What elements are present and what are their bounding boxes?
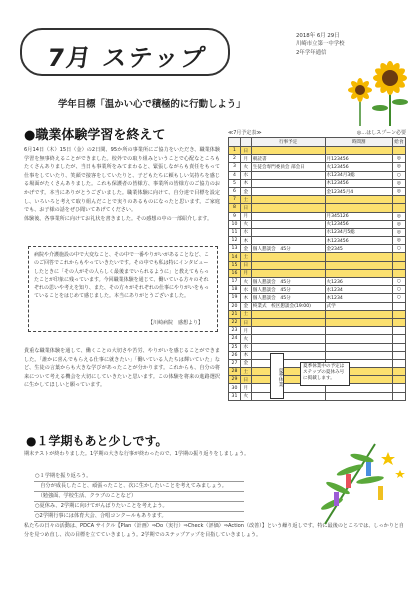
event-cell [251,171,325,179]
day-cell: 20 [229,302,241,310]
schedule-row [229,351,406,359]
timetable-cell [325,196,392,204]
timetable-cell: 月123456 [325,155,392,163]
day-cell: 26 [229,351,241,359]
timetable-cell: 水1234月5総 [325,228,392,236]
schedule-row [229,196,406,204]
day-cell: 11 [229,228,241,236]
weekday-cell: 土 [240,196,251,204]
goal-line: ○夏休み、2学期に向けてがんばりたいことを考えよう。 [34,502,244,512]
event-cell [251,335,325,343]
event-cell [251,392,325,400]
event-cell: 個人懇談会 45分 [251,278,325,286]
sunflower-illustration [340,56,420,126]
schedule-row [229,335,406,343]
timetable-cell: 木123456 [325,237,392,245]
newsletter-title: 7月 ステップ [45,44,209,72]
weekday-cell: 木 [240,351,251,359]
day-cell: 24 [229,335,241,343]
sunflower-small [348,78,372,126]
header-info [296,32,345,57]
goal-line: （勉強面、学校生活、クラブのことなど） [34,492,244,502]
schedule-row [229,261,406,269]
event-cell [251,269,325,277]
column-header: 行事予定 [251,138,325,147]
timetable-cell: 金12345月4 [325,187,392,195]
lunch-cell [392,368,405,376]
event-cell: 個人懇談会 45分 [251,245,325,253]
day-cell: 2 [229,155,241,163]
schedule-row [229,212,406,220]
weekday-cell: 日 [240,261,251,269]
weekday-cell: 火 [240,335,251,343]
timetable-cell: 木123456 [325,179,392,187]
weekday-cell: 水 [240,343,251,351]
lunch-cell [392,269,405,277]
timetable-cell [325,310,392,318]
day-cell: 4 [229,171,241,179]
lunch-cell [392,392,405,400]
weekday-cell: 月 [240,155,251,163]
day-cell: 14 [229,253,241,261]
lunch-cell: ◎ [392,220,405,228]
day-cell: 27 [229,359,241,367]
timetable-cell: 金2345 [325,245,392,253]
event-cell [251,147,325,155]
weekday-cell: 日 [240,376,251,384]
lunch-cell: ◎ [392,237,405,245]
schedule-row [229,302,406,310]
timetable-cell [325,392,392,400]
term-end-intro: 期末テストが終わりました。1学期の大きな行事が終わったので、1学期の振り返りをしましょう。 [24,451,250,457]
event-cell [251,237,325,245]
timetable-cell [325,261,392,269]
day-cell: 3 [229,163,241,171]
day-cell: 9 [229,212,241,220]
work-experience-paragraph: 6月14日（木）15日（金）の2日間、95か所の事業所にご協力をいただき、職業体験学習を無事終えることができました。校外での取り組みということで心配なところもたくさんありましたが、当日も事業所をみてまわると、緊張しながらも責任をもって仕事をしていたり、笑顔で接客をしていたりと、子どもたちに頼もしい気持ちを感じる場面がたくさんありました。これも保護者の皆様方、事業所の皆様方のご協力のおかげです。本当にありがとうございました。職業体験に向けて、自分達で目標を設定し、いろいろと考えて取り組んだことで実りのあるものになったと思います。ご家庭でも、お子様の話をぜひ聞いてあげてください。 [24,147,220,214]
day-cell: 13 [229,245,241,253]
event-cell: 朝読書 [251,155,325,163]
lunch-cell [392,351,405,359]
work-experience-reflection: 貴重な職業体験を通して、働くことの大切さや苦労、やりがいを感じることができました。「誰かに喜んでもらえる仕事に就きたい」「働いている人たちは輝いていた」など、生徒の言葉からも大きな学びがあったことが分かります。これからも、自分の将来について考える機会を大切にしていきたいと思います。この体験を将来の進路選択に生かしてほしいと願っています。 [24,348,220,389]
schedule-row [229,318,406,326]
day-cell: 10 [229,220,241,228]
event-cell: 個人懇談会 45分 [251,294,325,302]
weekday-cell: 月 [240,384,251,392]
day-cell: 28 [229,368,241,376]
goal-line: ○2学期行事には体育大会、合唱コンクールもあります。 [34,512,244,522]
schedule-row [229,204,406,212]
schedule-row [229,237,406,245]
event-cell [251,228,325,236]
day-cell: 6 [229,187,241,195]
weekday-cell: 月 [240,212,251,220]
lunch-cell [392,335,405,343]
event-cell [251,327,325,335]
schedule-note: ◎…はしスプーン必要 [356,130,406,136]
day-cell: 31 [229,392,241,400]
day-cell: 1 [229,147,241,155]
event-cell: 生徒会専門委員会 部会日 [251,163,325,171]
day-cell: 17 [229,278,241,286]
weekday-cell: 火 [240,163,251,171]
schedule-title: ≪7月予定表≫ [228,130,262,136]
timetable-cell [325,335,392,343]
schedule-row [229,253,406,261]
weekday-cell: 月 [240,327,251,335]
sunflower-large [372,61,408,126]
schedule-row [229,286,406,294]
timetable-cell [325,147,392,155]
summer-vacation-note: 夏季休業中の予定はステップの夏休み号に掲載します。 [300,362,350,386]
day-cell: 22 [229,318,241,326]
schedule-row [229,310,406,318]
day-cell: 15 [229,261,241,269]
day-cell: 12 [229,237,241,245]
weekday-cell: 水 [240,286,251,294]
day-cell: 30 [229,384,241,392]
timetable-cell: 月345126 [325,212,392,220]
timetable-cell: 式学 [325,302,392,310]
day-cell: 29 [229,376,241,384]
weekday-cell: 火 [240,278,251,286]
timetable-cell: 火1236 [325,278,392,286]
schedule-row [229,187,406,195]
school-name: 川崎市立第一中学校 [296,41,345,48]
lunch-cell: ◎ [392,155,405,163]
impression-source: 【川崎病院 感想より】 [147,319,203,326]
column-header [229,138,241,147]
lunch-cell: ○ [392,294,405,302]
lunch-cell [392,147,405,155]
event-cell [251,212,325,220]
schedule-header-row [229,138,406,147]
lunch-cell [392,310,405,318]
issue-date: 2018年 6月 29日 [296,33,340,39]
event-cell [251,196,325,204]
lunch-cell: ◎ [392,228,405,236]
weekday-cell: 月 [240,269,251,277]
event-cell [251,310,325,318]
day-cell: 25 [229,343,241,351]
event-cell [251,204,325,212]
schedule-row [229,343,406,351]
column-header [240,138,251,147]
grade-theme: 学年目標「温かい心で積極的に行動しよう」 [58,99,246,110]
lunch-cell: ◎ [392,187,405,195]
day-cell: 5 [229,179,241,187]
lunch-cell [392,384,405,392]
event-cell: 個人懇談会 45分 [251,286,325,294]
weekday-cell: 金 [240,359,251,367]
tanabata-bamboo-illustration [300,440,410,525]
event-cell [251,253,325,261]
schedule-row [229,147,406,155]
lunch-cell: ○ [392,171,405,179]
weekday-cell: 金 [240,245,251,253]
weekday-cell: 水 [240,171,251,179]
weekday-cell: 日 [240,147,251,155]
weekday-cell: 水 [240,228,251,236]
lunch-cell [392,196,405,204]
weekday-cell: 土 [240,310,251,318]
event-cell [251,351,325,359]
schedule-row [229,392,406,400]
day-cell: 7 [229,196,241,204]
lunch-cell: ◎ [392,163,405,171]
class-name: 2年学年通信 [296,49,327,56]
timetable-cell [325,253,392,261]
schedule-row [229,278,406,286]
event-cell [251,261,325,269]
section-heading-term-end: ●１学期もあと少しです。 [26,434,168,448]
weekday-cell: 金 [240,187,251,195]
schedule-header [228,129,406,136]
event-cell: 終業式 校区懇談会(19:00) [251,302,325,310]
lunch-cell [392,261,405,269]
lunch-cell: ○ [392,286,405,294]
section-heading-work-experience: ●職業体験学習を終えて [24,128,166,143]
thank-you-letter-paragraph: 体験後、各事業所に向けてお礼状を書きました。その感想の中の一部紹介します。 [24,215,213,222]
column-header: 時間割 [325,138,392,147]
column-header: 給食 [392,138,405,147]
schedule-row [229,294,406,302]
lunch-cell: ◎ [392,179,405,187]
goal-line: 自分が成長したこと、頑張ったこと、次に生かしたいことを考えてみましょう。 [34,482,244,492]
schedule-row [229,179,406,187]
timetable-cell [325,318,392,326]
schedule-row [229,171,406,179]
lunch-cell [392,253,405,261]
timetable-cell: 火123456 [325,220,392,228]
event-cell [251,343,325,351]
student-impression-box [28,246,218,332]
goal-line: ○１学期を振り返ろう。 [34,472,244,482]
weekday-cell: 木 [240,237,251,245]
schedule-row [229,269,406,277]
day-cell: 8 [229,204,241,212]
day-cell: 16 [229,269,241,277]
weekday-cell: 金 [240,302,251,310]
weekday-cell: 土 [240,253,251,261]
event-cell [251,187,325,195]
lunch-cell: ○ [392,278,405,286]
summer-vacation-label: 夏季休業 [270,353,284,399]
timetable-cell: 木1234 [325,294,392,302]
timetable-cell [325,269,392,277]
weekday-cell: 日 [240,318,251,326]
schedule-row [229,163,406,171]
lunch-cell [392,302,405,310]
schedule-row [229,245,406,253]
timetable-cell [325,327,392,335]
event-cell [251,179,325,187]
timetable-cell [325,204,392,212]
work-experience-intro [24,146,220,223]
event-cell [251,318,325,326]
schedule-row [229,155,406,163]
weekday-cell: 火 [240,220,251,228]
lunch-cell [392,359,405,367]
day-cell: 19 [229,294,241,302]
lunch-cell [392,343,405,351]
lunch-cell [392,318,405,326]
weekday-cell: 土 [240,368,251,376]
weekday-cell: 木 [240,294,251,302]
day-cell: 18 [229,286,241,294]
day-cell: 21 [229,310,241,318]
lunch-cell: ○ [392,245,405,253]
schedule-row [229,327,406,335]
lunch-cell [392,327,405,335]
lunch-cell: ◎ [392,212,405,220]
weekday-cell: 木 [240,179,251,187]
weekday-cell: 火 [240,392,251,400]
timetable-cell: 水1234月3総 [325,171,392,179]
reflection-goal-list [34,472,244,522]
event-cell [251,220,325,228]
lunch-cell [392,376,405,384]
schedule-row [229,220,406,228]
weekday-cell: 日 [240,204,251,212]
timetable-cell [325,351,392,359]
pdca-paragraph: 私たちの日々の活動は、PDCA サイクル【Plan（計画）⇒Do（実行）⇒Check（評価）⇒Action（改善）】という繰り返しです。特に最後のところでは、しっかりと自分を見つめ直し、次の目標を立てていきましょう。2学期でのステップアップを目指していきましょう。 [24,523,404,538]
timetable-cell: 水1234 [325,286,392,294]
lunch-cell [392,204,405,212]
timetable-cell [325,343,392,351]
day-cell: 23 [229,327,241,335]
schedule-row [229,228,406,236]
student-impression-text: 病院や介護施設の中で大変なこと、その中で一番やりがいがあることなど、このご回答でこれからもやっていきたいです。その中でも私は特にインタビューしたときに「その人がその人らしく最後までいられるように」と教えてもらったことが印象に残っています。今回職業体験を通じて、働いている方々のそれぞれの思いや考えを知り、また、その方々がそれぞれの仕事にやりがいをもっていることをはじめて感じました。本当にありがとうございました。 [34,252,210,300]
timetable-cell: 火123456 [325,163,392,171]
